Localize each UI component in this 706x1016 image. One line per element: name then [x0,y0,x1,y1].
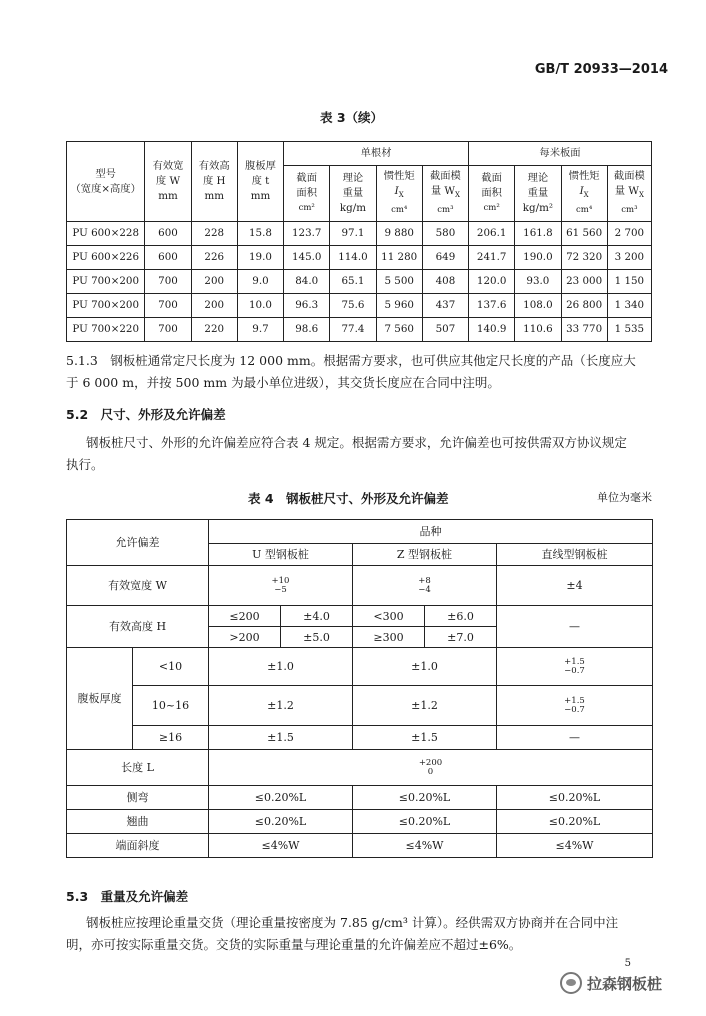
table3-cell: 19.0 [237,246,283,270]
thickness-u-1: ±1.0 [209,648,353,686]
clause-5-2-text: 钢板桩尺寸、外形的允许偏差应符合表 4 规定。根据需方要求，允许偏差也可按供需双方协议规定 [86,435,627,450]
table3-cell: 98.6 [284,318,330,342]
table3-cell: 200 [191,270,237,294]
table3-cell: 2 700 [607,222,651,246]
width-straight: ±4 [497,566,653,606]
table3-cell: 9.7 [237,318,283,342]
header-straight-pile: 直线型钢板桩 [497,544,653,566]
row-side-bend: 侧弯 [67,786,209,810]
table3-cell: 72 320 [561,246,607,270]
header-width: 有效宽 度 W mm [145,142,191,222]
warp-straight: ≤0.20%L [497,810,653,834]
thickness-z-1: ±1.0 [353,648,497,686]
table3-row [67,294,652,318]
table3-cell: 26 800 [561,294,607,318]
table3-row [67,270,652,294]
bend-u: ≤0.20%L [209,786,353,810]
header-thickness: 腹板厚 度 t mm [237,142,283,222]
header-area: 截面 面积 cm² [284,166,330,222]
clause-5-1-3: 5.1.3 钢板桩通常定尺长度为 12 000 mm。根据需方要求，也可供应其他定尺长度的产品（长度应大 于 6 000 m，并按 500 mm 为最小单位进级），其交货长度应在合同中注明。 [66,353,636,390]
table3-cell: 120.0 [469,270,515,294]
watermark-text: 拉森钢板桩 [587,974,663,993]
table3-cell: PU 700×200 [67,270,145,294]
header-tolerance: 允许偏差 [67,520,209,566]
row-effective-width: 有效宽度 W [67,566,209,606]
thickness-u-3: ±1.5 [209,726,353,750]
header-wx-per-meter: 截面模 量 $W_X$ cm³ [607,166,651,222]
table3-cell: 1 150 [607,270,651,294]
thickness-s-1: +1.5 −0.7 [497,648,653,686]
table3-cell: 15.8 [237,222,283,246]
table3-cell: 84.0 [284,270,330,294]
table3-cell: 190.0 [515,246,561,270]
table3-cell: 9 880 [376,222,422,246]
table3-cell: 23 000 [561,270,607,294]
table3-cell: PU 700×200 [67,294,145,318]
table3-cell: 97.1 [330,222,376,246]
height-u-range-2: >200 [209,627,281,648]
table3-cell: 11 280 [376,246,422,270]
table3-cell: 228 [191,222,237,246]
table3-cell: 700 [145,294,191,318]
thickness-range-3: ≥16 [133,726,209,750]
table3-cell: 408 [422,270,468,294]
table3-cell: 77.4 [330,318,376,342]
table3-row [67,318,652,342]
height-z-range-2: ≥300 [353,627,425,648]
length-value: +200 0 [209,750,653,786]
table3-cell: 649 [422,246,468,270]
section-5-3-heading: 5.3 重量及允许偏差 [66,889,189,904]
table3-cell: 75.6 [330,294,376,318]
table3-cell: 114.0 [330,246,376,270]
table3-cell: 700 [145,318,191,342]
row-length: 长度 L [67,750,209,786]
header-weight: 理论 重量 kg/m [330,166,376,222]
table3-cell: 145.0 [284,246,330,270]
thickness-s-2: +1.5 −0.7 [497,686,653,726]
height-u-val-2: ±5.0 [281,627,353,648]
table3-cell: 93.0 [515,270,561,294]
thickness-z-3: ±1.5 [353,726,497,750]
header-per-meter: 每米板面 [469,142,652,166]
header-wx: 截面模 量 $W_X$ cm³ [422,166,468,222]
wechat-icon [560,972,582,994]
table3-cell: 123.7 [284,222,330,246]
clause-5-3-text-cont: 明，亦可按实际重量交货。交货的实际重量与理论重量的允许偏差应不超过±6%。 [66,937,522,952]
header-area-per-meter: 截面 面积 cm² [469,166,515,222]
table3-cell: PU 600×228 [67,222,145,246]
table3-cell: 110.6 [515,318,561,342]
table3-cell: 5 500 [376,270,422,294]
table3-cell: 600 [145,246,191,270]
slope-z: ≤4%W [353,834,497,858]
slope-u: ≤4%W [209,834,353,858]
height-z-range-1: <300 [353,606,425,627]
table3-cell: 206.1 [469,222,515,246]
table3-cell: 5 960 [376,294,422,318]
width-z: +8 −4 [353,566,497,606]
header-weight-per-meter: 理论 重量 kg/m² [515,166,561,222]
table3-cell: 137.6 [469,294,515,318]
table3-cell: 140.9 [469,318,515,342]
table3-cell: 65.1 [330,270,376,294]
thickness-range-2: 10~16 [133,686,209,726]
thickness-s-3: — [497,726,653,750]
table3-cell: 61 560 [561,222,607,246]
height-straight: — [497,606,653,648]
header-ix-per-meter: 惯性矩 $I_X$ cm⁴ [561,166,607,222]
table3-cell: 600 [145,222,191,246]
table4-caption: 表 4 钢板桩尺寸、外形及允许偏差 [248,491,449,506]
table3-cell: 580 [422,222,468,246]
table3-cell: 3 200 [607,246,651,270]
header-single-pile: 单根材 [284,142,469,166]
table3-cell: 33 770 [561,318,607,342]
table3-cell: PU 600×226 [67,246,145,270]
header-model: 型号 （宽度×高度） [67,142,145,222]
thickness-z-2: ±1.2 [353,686,497,726]
row-end-slope: 端面斜度 [67,834,209,858]
table3-cell: 7 560 [376,318,422,342]
header-u-pile: U 型钢板桩 [209,544,353,566]
table4 [66,519,653,858]
watermark [560,972,662,994]
table3-cell: 108.0 [515,294,561,318]
table3-cell: 200 [191,294,237,318]
page-number: 5 [624,958,631,969]
table3 [66,141,652,342]
table3-row [67,222,652,246]
table3-caption: 表 3（续） [320,110,384,125]
table3-cell: 700 [145,270,191,294]
table3-cell: 437 [422,294,468,318]
table3-cell: 1 535 [607,318,651,342]
row-effective-height: 有效高度 H [67,606,209,648]
table3-cell: 220 [191,318,237,342]
row-web-thickness: 腹板厚度 [67,648,133,750]
header-z-pile: Z 型钢板桩 [353,544,497,566]
warp-u: ≤0.20%L [209,810,353,834]
table3-cell: 507 [422,318,468,342]
height-z-val-2: ±7.0 [425,627,497,648]
height-u-val-1: ±4.0 [281,606,353,627]
header-height: 有效高 度 H mm [191,142,237,222]
warp-z: ≤0.20%L [353,810,497,834]
header-variety: 品种 [209,520,653,544]
height-u-range-1: ≤200 [209,606,281,627]
slope-straight: ≤4%W [497,834,653,858]
thickness-range-1: <10 [133,648,209,686]
bend-z: ≤0.20%L [353,786,497,810]
section-5-2-heading: 5.2 尺寸、外形及允许偏差 [66,407,226,422]
table3-cell: 241.7 [469,246,515,270]
header-ix: 惯性矩 $I_X$ cm⁴ [376,166,422,222]
table3-cell: 10.0 [237,294,283,318]
height-z-val-1: ±6.0 [425,606,497,627]
table3-cell: 1 340 [607,294,651,318]
clause-5-3-text: 钢板桩应按理论重量交货（理论重量按密度为 7.85 g/cm³ 计算）。经供需双方协商并在合同中注 [86,915,619,930]
table3-cell: 161.8 [515,222,561,246]
bend-straight: ≤0.20%L [497,786,653,810]
table3-cell: 96.3 [284,294,330,318]
table3-cell: 226 [191,246,237,270]
unit-note: 单位为毫米 [597,491,652,504]
table3-row [67,246,652,270]
table3-cell: PU 700×220 [67,318,145,342]
clause-5-2-text-cont: 执行。 [66,457,104,472]
width-u: +10 −5 [209,566,353,606]
standard-number: GB/T 20933—2014 [534,62,668,77]
table3-cell: 9.0 [237,270,283,294]
row-warp: 翘曲 [67,810,209,834]
thickness-u-2: ±1.2 [209,686,353,726]
